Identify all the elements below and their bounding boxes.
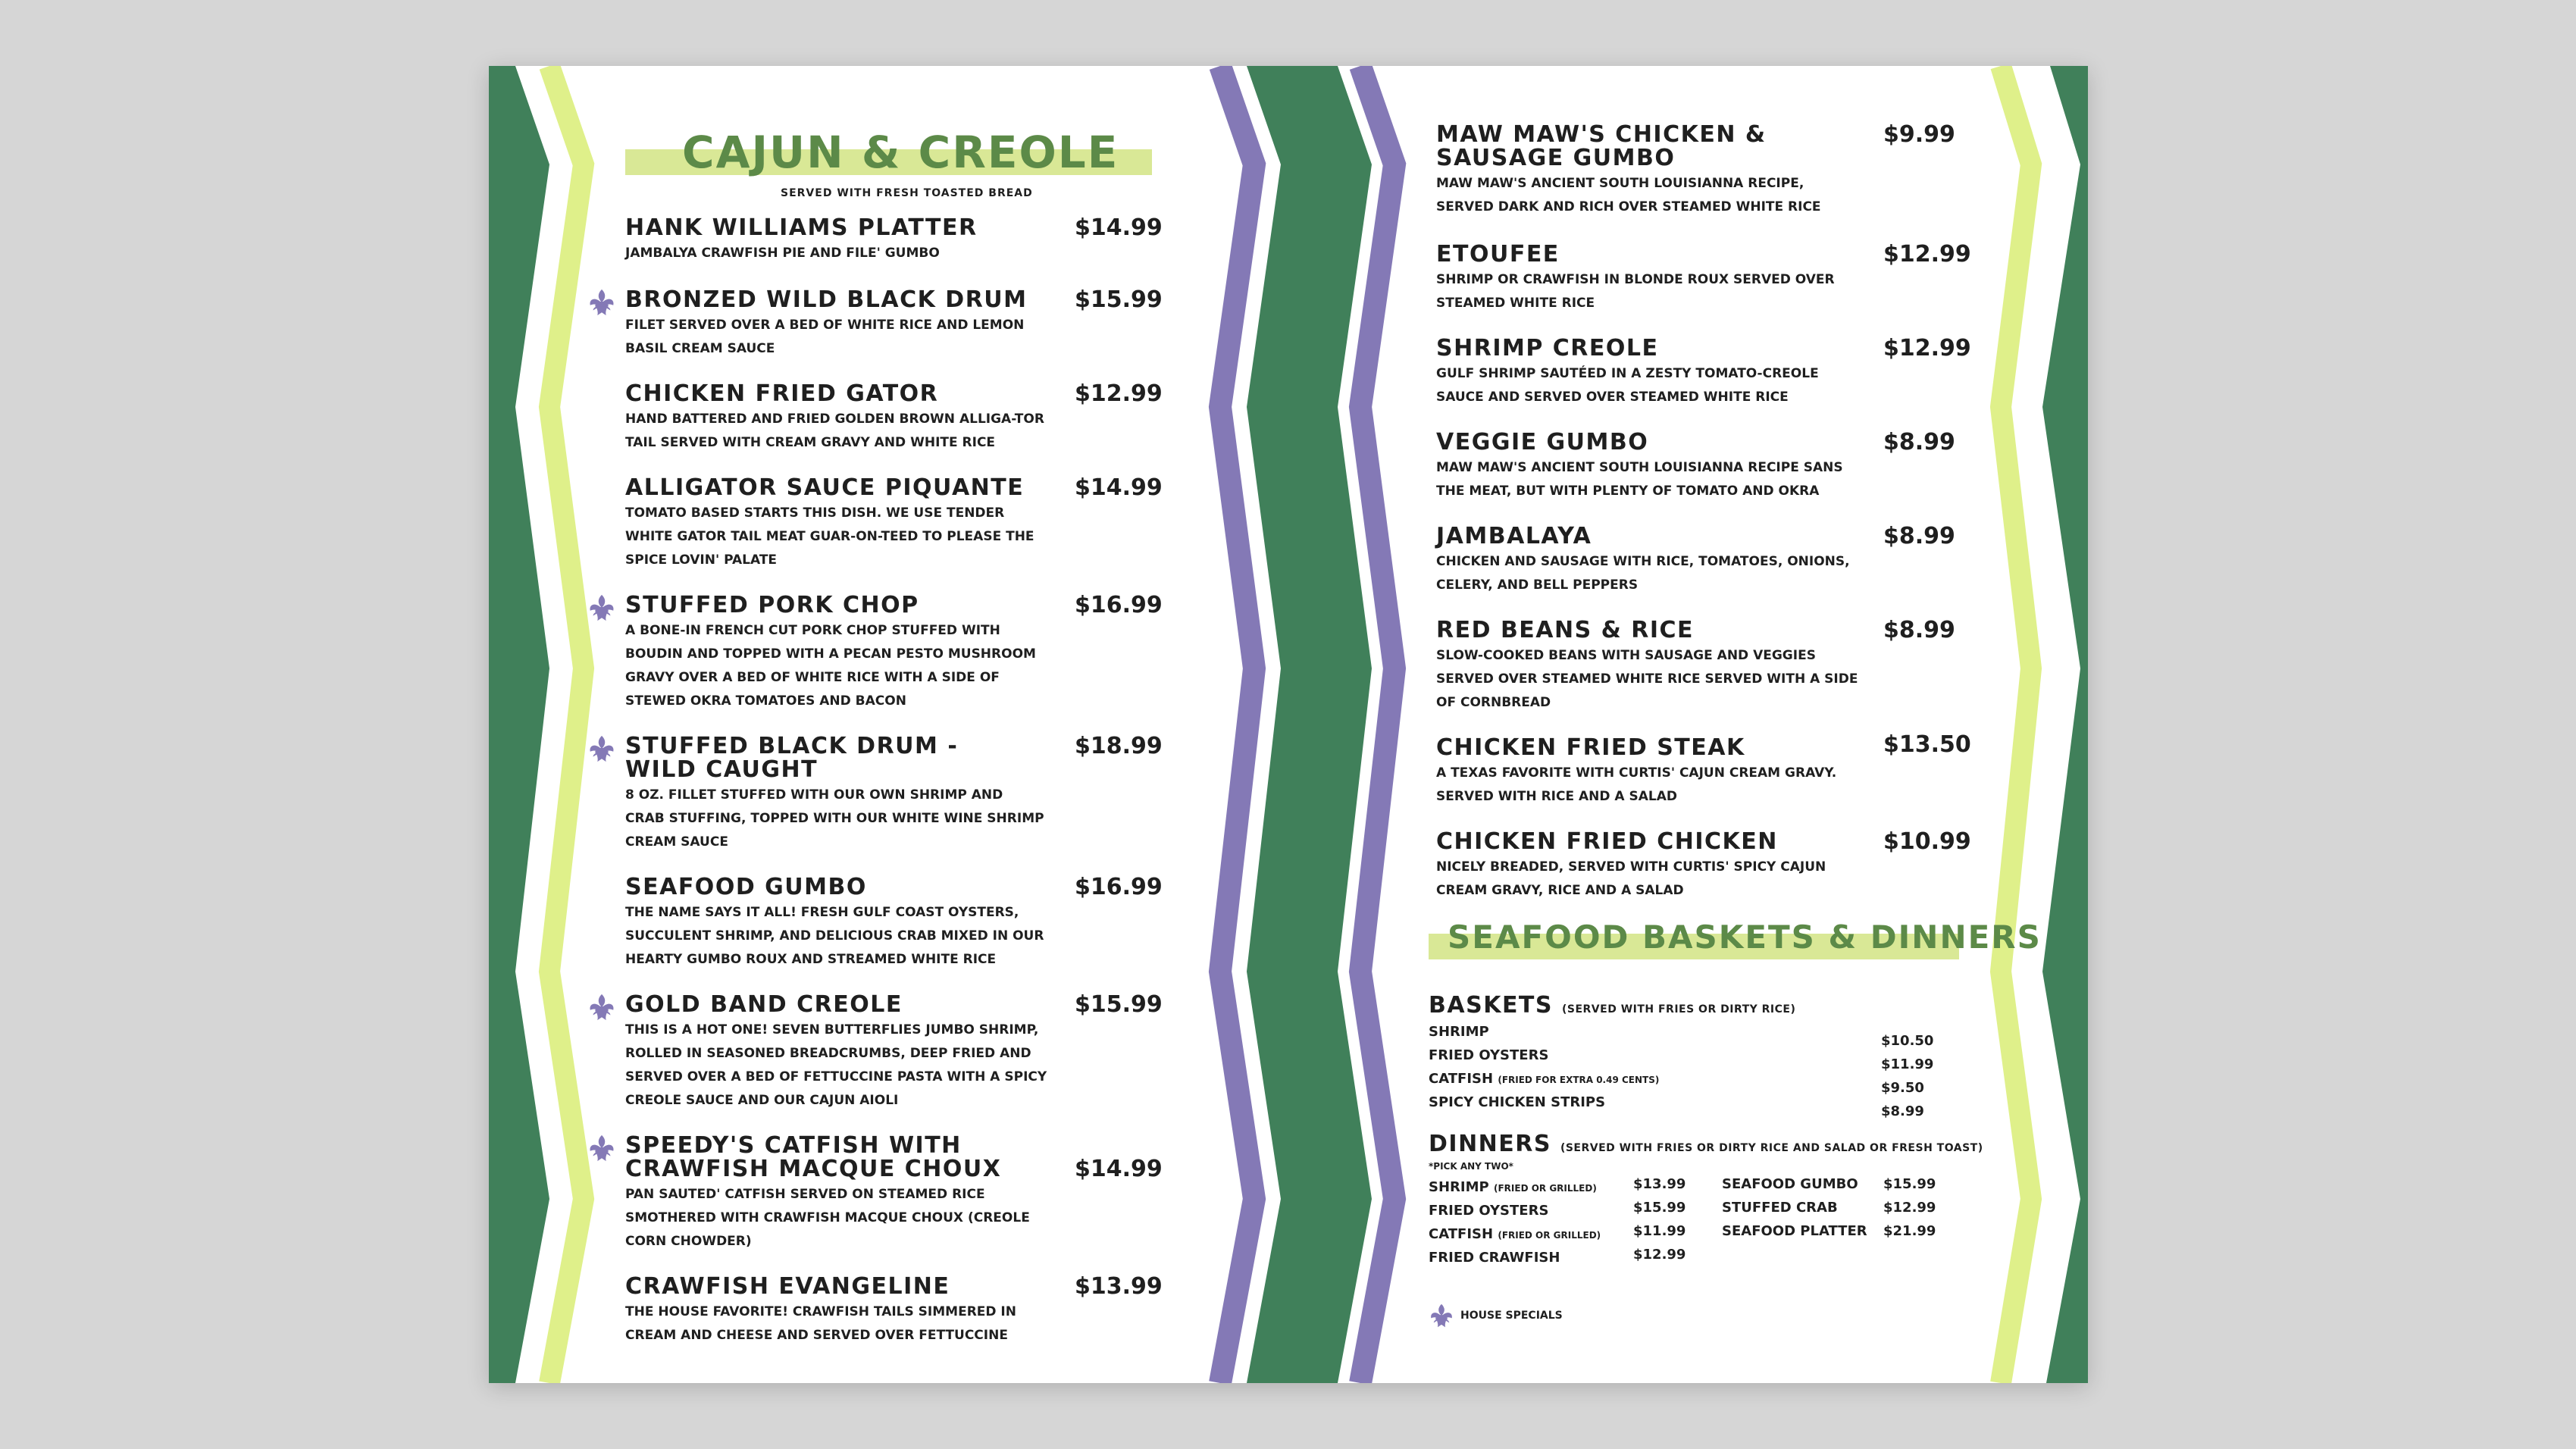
menu-item [1436,241,1971,336]
item-price: $15.99 [1075,286,1163,313]
section-title-seafood: SEAFOOD BASKETS & DINNERS [1448,919,2042,956]
fleur-de-lis-icon [587,288,616,317]
item-price: $14.99 [1075,1156,1163,1182]
item-name: VEGGIE GUMBO [1436,429,1649,455]
dinner-item [1429,1175,1597,1200]
dinner-item-note: (FRIED OR GRILLED) [1493,1183,1597,1194]
dinners-note: (SERVED WITH FRIES OR DIRTY RICE AND SALAD OR FRESH TOAST) [1560,1142,1983,1154]
item-name: BRONZED WILD BLACK DRUM [625,286,1028,313]
section-title-cajun-creole: CAJUN & CREOLE [682,127,1119,178]
item-price: $8.99 [1883,429,1955,455]
item-description: PAN SAUTED' CATFISH SERVED ON STEAMED RICE SMOTHERED WITH CRAWFISH MACQUE CHOUX (CREOLE CORN CHOWDER) [625,1187,1030,1249]
dinner-item-name: CATFISH [1429,1226,1494,1242]
baskets-list [1429,1020,1959,1119]
dinner-item-price: $12.99 [1883,1200,1936,1216]
dinner-item-price: $13.99 [1633,1176,1686,1192]
basket-item-price: $9.50 [1881,1080,1924,1096]
item-price: $18.99 [1075,733,1163,759]
menu-item [625,474,1163,593]
fleur-de-lis-icon [587,734,616,763]
item-description: NICELY BREADED, SERVED WITH CURTIS' SPICY CAJUN CREAM GRAVY, RICE AND A SALAD [1436,859,1826,898]
menu-item [1436,828,1971,924]
item-price: $12.99 [1075,380,1163,407]
item-description: 8 OZ. FILLET STUFFED WITH OUR OWN SHRIMP AND CRAB STUFFING, TOPPED WITH OUR WHITE WINE SHRIMP CREAM SAUCE [625,787,1044,850]
basket-item [1429,1020,1489,1044]
fleur-de-lis-icon [587,593,616,622]
fleur-de-lis-icon [587,993,616,1022]
basket-item-price: $8.99 [1881,1103,1924,1119]
item-name: RED BEANS & RICE [1436,617,1695,643]
baskets-note: (SERVED WITH FRIES OR DIRTY RICE) [1561,1003,1796,1016]
basket-item [1429,1067,1659,1092]
house-specials-legend [1429,1303,1563,1329]
item-name: CHICKEN FRIED STEAK [1436,734,1745,761]
item-description: MAW MAW'S ANCIENT SOUTH LOUISIANNA RECIPE, SERVED DARK AND RICH OVER STEAMED WHITE RICE [1436,176,1821,214]
item-price: $10.99 [1883,828,1971,855]
item-price: $16.99 [1075,874,1163,900]
item-description: FILET SERVED OVER A BED OF WHITE RICE AND LEMON BASIL CREAM SAUCE [625,318,1025,356]
dinners-label: DINNERS [1429,1131,1551,1157]
menu-item [625,733,1163,875]
item-name: JAMBALAYA [1436,523,1592,549]
dinners-pick-note: *PICK ANY TWO* [1429,1161,1513,1172]
menu-item [625,214,1163,288]
item-description: SHRIMP OR CRAWFISH IN BLONDE ROUX SERVED OVER STEAMED WHITE RICE [1436,272,1835,311]
item-name: STUFFED PORK CHOP [625,592,919,618]
menu-item [625,991,1163,1134]
item-description: TOMATO BASED STARTS THIS DISH. WE USE TENDER WHITE GATOR TAIL MEAT GUAR-ON-TEED TO PLEASE THE SPICE LOVIN' PALATE [625,505,1034,568]
item-price: $16.99 [1075,592,1163,618]
menu-item [1436,430,1967,524]
dinner-item-name: SEAFOOD PLATTER [1722,1223,1867,1239]
basket-item-name: CATFISH [1429,1071,1494,1087]
dinner-item [1429,1246,1560,1269]
basket-item [1429,1044,1548,1067]
basket-item-name: SPICY CHICKEN STRIPS [1429,1094,1606,1110]
baskets-heading [1429,992,1959,1019]
dinner-item [1429,1199,1548,1222]
item-name: ALLIGATOR SAUCE PIQUANTE [625,474,1025,501]
item-description: THE NAME SAYS IT ALL! FRESH GULF COAST OYSTERS, SUCCULENT SHRIMP, AND DELICIOUS CRAB MIXED IN OUR HEARTY GUMBO ROUX AND STREAMED WHITE RICE [625,905,1044,967]
item-description: GULF SHRIMP SAUTÉED IN A ZESTY TOMATO-CREOLE SAUCE AND SERVED OVER STEAMED WHITE RICE [1436,366,1819,405]
item-description: JAMBALYA CRAWFISH PIE AND FILE' GUMBO [625,246,940,261]
dinner-item-price: $11.99 [1633,1223,1686,1239]
baskets-section [1429,992,1959,1119]
menu-item [1436,524,1967,618]
item-name: STUFFED BLACK DRUM - WILD CAUGHT [625,733,959,783]
menu-item [625,380,1163,476]
fleur-de-lis-icon [587,1134,616,1163]
item-price: $8.99 [1883,523,1955,549]
item-name: ETOUFEE [1436,241,1560,268]
item-description: THE HOUSE FAVORITE! CRAWFISH TAILS SIMMERED IN CREAM AND CHEESE AND SERVED OVER FETTUCCINE [625,1304,1016,1343]
basket-item [1429,1091,1605,1114]
item-name: SEAFOOD GUMBO [625,874,867,900]
dinner-item [1429,1222,1601,1247]
section-subtitle: SERVED WITH FRESH TOASTED BREAD [781,187,1033,199]
item-description: CHICKEN AND SAUSAGE WITH RICE, TOMATOES, ONIONS, CELERY, AND BELL PEPPERS [1436,554,1850,593]
dinners-list [1429,1175,1974,1274]
left-menu-column [625,214,1163,1369]
item-name: MAW MAW'S CHICKEN & SAUSAGE GUMBO [1436,121,1767,171]
menu-item [1436,123,1967,243]
item-price: $13.50 [1883,731,1971,758]
right-menu-column [1436,121,1971,924]
dinners-heading [1429,1131,1983,1157]
basket-item-price: $11.99 [1881,1056,1934,1072]
item-price: $9.99 [1883,121,1955,148]
item-name: SPEEDY'S CATFISH WITH CRAWFISH MACQUE CHOUX [625,1132,1002,1182]
item-name: CHICKEN FRIED GATOR [625,380,939,407]
menu-item [1436,335,1971,430]
basket-item-name: SHRIMP [1429,1024,1489,1040]
item-name: CHICKEN FRIED CHICKEN [1436,828,1778,855]
item-description: THIS IS A HOT ONE! SEVEN BUTTERFLIES JUMBO SHRIMP, ROLLED IN SEASONED BREADCRUMBS, DEEP FRIED AND SERVED OVER A BED OF FETTUCCINE PASTA WITH A SPICY CREOLE SAUCE AND OUR CAJUN AIOLI [625,1022,1047,1108]
menu-item [625,1132,1163,1275]
dinner-item-price: $15.99 [1633,1200,1686,1216]
item-price: $12.99 [1883,241,1971,268]
menu-item [625,592,1163,734]
item-price: $14.99 [1075,214,1163,241]
item-price: $12.99 [1883,335,1971,361]
menu-board [489,66,2088,1383]
dinner-item-name: SEAFOOD GUMBO [1722,1176,1858,1192]
item-description: A BONE-IN FRENCH CUT PORK CHOP STUFFED WITH BOUDIN AND TOPPED WITH A PECAN PESTO MUSHROOM GRAVY OVER A BED OF WHITE RICE WITH A SIDE OF STEWED OKRA TOMATOES AND BACON [625,623,1036,709]
item-price: $8.99 [1883,617,1955,643]
item-price: $15.99 [1075,991,1163,1018]
menu-item [625,874,1163,993]
basket-item-price: $10.50 [1881,1033,1934,1049]
dinner-item-price: $15.99 [1883,1176,1936,1192]
menu-item [625,286,1163,382]
item-name: GOLD BAND CREOLE [625,991,903,1018]
item-price: $14.99 [1075,474,1163,501]
fleur-de-lis-icon [1429,1303,1454,1329]
dinner-item-note: (FRIED OR GRILLED) [1498,1230,1601,1241]
dinner-item-price: $21.99 [1883,1223,1936,1239]
item-name: CRAWFISH EVANGELINE [625,1273,950,1300]
item-price: $13.99 [1075,1273,1163,1300]
item-description: SLOW-COOKED BEANS WITH SAUSAGE AND VEGGIES SERVED OVER STEAMED WHITE RICE SERVED WITH A SIDE OF CORNBREAD [1436,648,1858,710]
item-name: SHRIMP CREOLE [1436,335,1659,361]
dinner-item-name: STUFFED CRAB [1722,1200,1838,1216]
dinner-item-price: $12.99 [1633,1247,1686,1263]
dinner-item-name: FRIED CRAWFISH [1429,1250,1560,1266]
item-description: MAW MAW'S ANCIENT SOUTH LOUISIANNA RECIPE SANS THE MEAT, BUT WITH PLENTY OF TOMATO AND OKRA [1436,460,1843,499]
item-description: A TEXAS FAVORITE WITH CURTIS' CAJUN CREAM GRAVY. SERVED WITH RICE AND A SALAD [1436,765,1837,804]
basket-item-note: (FRIED FOR EXTRA 0.49 CENTS) [1498,1075,1660,1085]
baskets-label: BASKETS [1429,992,1554,1019]
basket-item-name: FRIED OYSTERS [1429,1047,1549,1063]
menu-item [1436,618,1967,736]
dinner-item-name: FRIED OYSTERS [1429,1203,1549,1219]
menu-item [625,1273,1163,1369]
menu-item [1436,731,1971,830]
dinners-section [1429,1131,1983,1274]
dinner-item-name: SHRIMP [1429,1179,1489,1195]
legend-label: HOUSE SPECIALS [1460,1309,1563,1322]
item-description: HAND BATTERED AND FRIED GOLDEN BROWN ALLIGA-TOR TAIL SERVED WITH CREAM GRAVY AND WHITE RICE [625,412,1044,450]
item-name: HANK WILLIAMS PLATTER [625,214,978,241]
